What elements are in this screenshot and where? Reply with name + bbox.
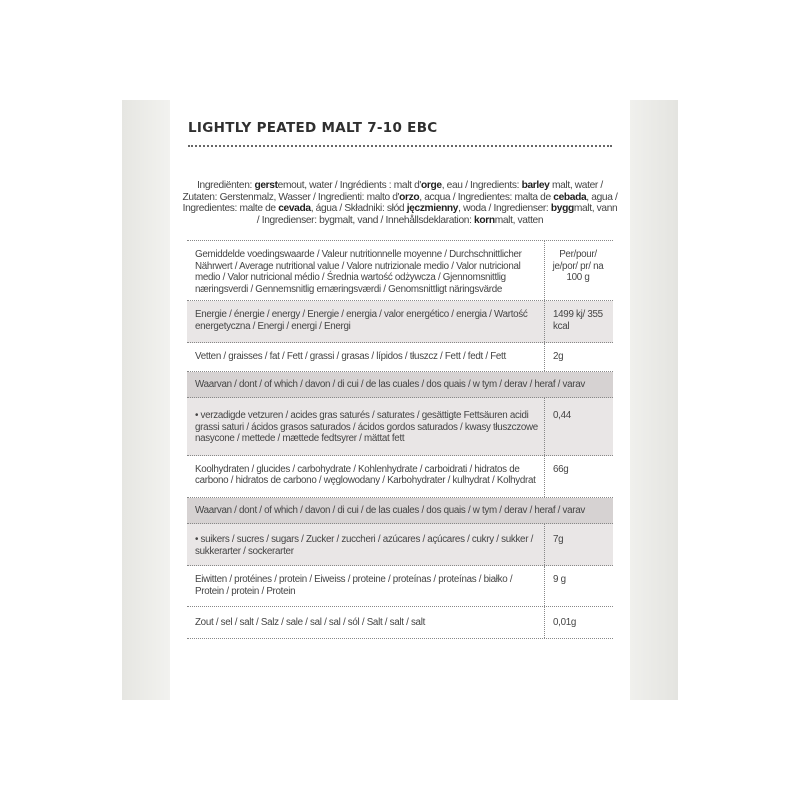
- table-header-row: [187, 241, 613, 301]
- row-label: Vetten / graisses / fat / Fett / grassi / grasas / lípidos / tłuszcz / Fett / fedt / Fett: [187, 343, 545, 371]
- row-label: Eiwitten / protéines / protein / Eiweiss / proteine / proteínas / proteínas / białko / Protein / protein / Protein: [187, 566, 545, 606]
- label-right-edge: [630, 100, 678, 700]
- row-value: 0,44: [553, 410, 571, 421]
- product-label: [170, 100, 630, 700]
- row-label: • suikers / sucres / sugars / Zucker / zuccheri / azúcares / açúcares / cukry / sukker / sukkerarter / sockerarter: [187, 524, 545, 565]
- row-label: Energie / énergie / energy / Energie / energia / valor energético / energia / Wartość energetyczna / Energi / energi / Energi: [187, 301, 545, 342]
- row-value: 66g: [553, 463, 569, 475]
- row-label: Waarvan / dont / of which / davon / di cui / de las cuales / dos quais / w tym / derav / heraf / varav: [195, 378, 585, 390]
- header-value: Per/pour/ je/por/ pr/ na 100 g: [552, 249, 604, 283]
- nutrition-table: [187, 240, 613, 639]
- row-label: • verzadigde vetzuren / acides gras saturés / saturates / gesättigte Fettsäuren acidi grassi saturi / ácidos grasos saturados / ácidos gordos saturados / kwasy tłuszczowe nasycone / mettede / mættede fedtsyrer / mättat fett: [187, 398, 545, 455]
- table-row-energy: [187, 301, 613, 343]
- row-value: 2g: [553, 351, 564, 362]
- header-label: Gemiddelde voedingswaarde / Valeur nutritionnelle moyenne / Durchschnittlicher Nährwert / Average nutritional value / Valore nutrizionale medio / Valor nutricional medio / Valor nutricional médio / Średnia wartość odżywcza / Gjennomsnittlig næringsverdi / Gennemsnitlig ernæringsværdi / Genomsnittligt näringsvärde: [187, 241, 545, 300]
- row-value: 0,01g: [553, 617, 577, 628]
- table-row-saturates: [187, 398, 613, 456]
- table-row-of-which-2: [187, 498, 613, 525]
- row-label: Zout / sel / salt / Salz / sale / sal / sal / sól / Salt / salt / salt: [187, 607, 545, 638]
- product-title: LIGHTLY PEATED MALT 7-10 EBC: [188, 120, 438, 136]
- row-label: Koolhydraten / glucides / carbohydrate / Kohlenhydrate / carboidrati / hidratos de carbono / hidratos de carbono / węglowodany / Karbohydrater / kulhydrat / Kolhydrat: [187, 456, 545, 497]
- table-row-salt: [187, 607, 613, 639]
- table-row-protein: [187, 566, 613, 607]
- table-row-carbohydrate: [187, 456, 613, 498]
- row-value: 9 g: [553, 574, 566, 585]
- label-left-edge: [122, 100, 170, 700]
- title-divider: [188, 145, 612, 147]
- row-value: 7g: [553, 534, 564, 545]
- ingredients-text: Ingrediënten: gerstemout, water / Ingrédients : malt d'orge, eau / Ingredients: barley malt, water / Zutaten: Gerstenmalz, Wasser / Ingredienti: malto d'orzo, acqua / Ingredientes: malta de cebada, agua / Ingredientes: malte de cevada, água / Składniki: słód jęczmienny, woda / Ingredienser: byggmalt, vann / Ingredienser: bygmalt, vand / Innehållsdeklaration: kornmalt, vatten: [182, 180, 618, 226]
- row-label: Waarvan / dont / of which / davon / di cui / de las cuales / dos quais / w tym / derav / heraf / varav: [195, 504, 585, 516]
- table-row-of-which-1: [187, 372, 613, 399]
- table-row-sugars: [187, 524, 613, 566]
- table-row-fat: [187, 343, 613, 372]
- row-value: 1499 kj/ 355 kcal: [553, 309, 603, 332]
